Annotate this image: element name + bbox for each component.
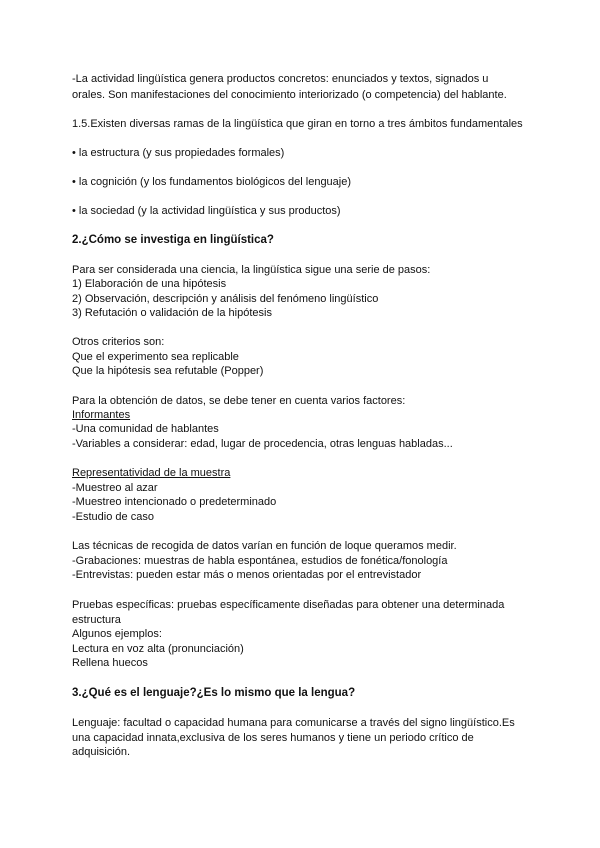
technique-item: -Grabaciones: muestras de habla espontánea, estudios de fonética/fonología xyxy=(72,555,448,567)
example-item: Rellena huecos xyxy=(72,657,148,669)
para2: 1.5.Existen diversas ramas de la lingüística que giran en torno a tres ámbitos fundamentales xyxy=(72,118,523,130)
step-item: 2) Observación, descripción y análisis del fenómeno lingüístico xyxy=(72,293,379,305)
data-collection-intro: Para la obtención de datos, se debe tener en cuenta varios factores: xyxy=(72,395,406,407)
sample-item: -Muestreo intencionado o predeterminado xyxy=(72,496,277,508)
informants-title: Informantes xyxy=(72,409,131,421)
definition-line2: una capacidad innata,exclusiva de los seres humanos y tiene un periodo crítico de xyxy=(72,732,474,744)
para1-line1: -La actividad lingüística genera productos concretos: enunciados y textos, signados u xyxy=(72,73,489,85)
bullet-item: • la sociedad (y la actividad lingüística y sus productos) xyxy=(72,205,341,217)
informants-item: -Variables a considerar: edad, lugar de procedencia, otras lenguas habladas... xyxy=(72,438,453,450)
technique-item: -Entrevistas: pueden estar más o menos orientadas por el entrevistador xyxy=(72,569,422,581)
criteria-item: Que la hipótesis sea refutable (Popper) xyxy=(72,365,264,377)
bullet-item: • la cognición (y los fundamentos biológicos del lenguaje) xyxy=(72,176,352,188)
examples-label: Algunos ejemplos: xyxy=(72,628,162,640)
step-item: 1) Elaboración de una hipótesis xyxy=(72,278,227,290)
criteria-item: Que el experimento sea replicable xyxy=(72,351,239,363)
step-item: 3) Refutación o validación de la hipótesis xyxy=(72,307,272,319)
example-item: Lectura en voz alta (pronunciación) xyxy=(72,643,244,655)
para1-line2: orales. Son manifestaciones del conocimiento interiorizado (o competencia) del hablante. xyxy=(72,89,507,101)
section-heading-3: 3.¿Qué es el lenguaje?¿Es lo mismo que la lengua? xyxy=(72,687,356,699)
techniques-intro: Las técnicas de recogida de datos varían en función de loque queramos medir. xyxy=(72,540,457,552)
section-heading-2: 2.¿Cómo se investiga en lingüística? xyxy=(72,234,274,246)
tests-line2: estructura xyxy=(72,614,121,626)
sample-title: Representatividad de la muestra xyxy=(72,467,231,479)
bullet-item: • la estructura (y sus propiedades formales) xyxy=(72,147,285,159)
sample-item: -Muestreo al azar xyxy=(72,482,158,494)
definition-line3: adquisición. xyxy=(72,746,131,758)
tests-line1: Pruebas específicas: pruebas específicamente diseñadas para obtener una determinada xyxy=(72,599,505,611)
criteria-intro: Otros criterios son: xyxy=(72,336,165,348)
informants-item: -Una comunidad de hablantes xyxy=(72,423,219,435)
sample-item: -Estudio de caso xyxy=(72,511,154,523)
steps-intro: Para ser considerada una ciencia, la lingüística sigue una serie de pasos: xyxy=(72,264,431,276)
definition-line1: Lenguaje: facultad o capacidad humana para comunicarse a través del signo lingüístico.Es xyxy=(72,717,515,729)
